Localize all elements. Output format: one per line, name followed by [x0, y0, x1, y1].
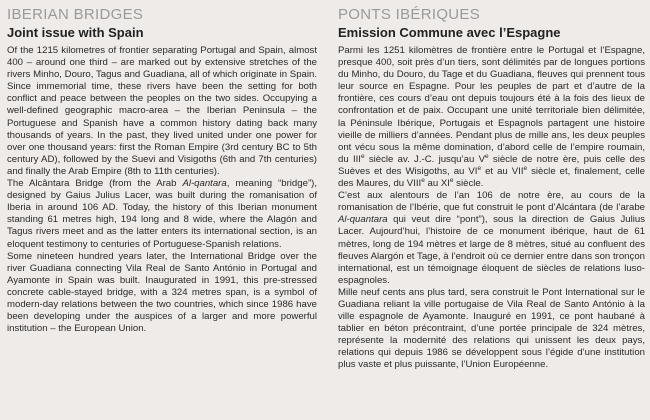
french-paragraph-2	[338, 190, 645, 287]
french-column	[338, 6, 645, 372]
fr-p1-d: et au VII	[481, 165, 524, 177]
fr-p1-sup2: e	[485, 152, 489, 160]
english-kicker: IBERIAN BRIDGES	[7, 6, 144, 23]
english-paragraph-3: Some nineteen hundred years later, the International Bridge over the river Guadiana connecting Vila Real de Santo António in Portugal and Ayamonte in Spain was built. Inaugurated in 1991, this pre-stressed concrete cable-stayed bridge, with a 324 metres span, is a symbol of modern-day relations between the two countries, which since 1986 have been developing under the auspices of a larger and more powerful institution – the European Union.	[7, 250, 317, 335]
english-paragraph-2	[7, 178, 317, 251]
english-paragraph-2-end: , meaning “bridge”), designed by Gaius Julius Lacer, was built during the romanisation of Iberia in around 106 AD. Today, the history of this Iberian monument standing 61 metres high, 194 long and 8 wide, where the Alagón and Tagus rivers meet and as the latter enters its international section, is an eloquent testimony to centuries of Portuguese-Spanish relations.	[7, 178, 317, 250]
fr-p1-a: Parmi les 1251 kilomètres de frontière entre le Portugal et l’Espagne, presque 400, soit près d’un tiers, sont délimités par de longues portions du Minho, du Douro, du Tage et du Guadiana, fleuves qui prennent tous leur source en Espagne. Pour les peuples de part et d’autre de la frontière, ces cours d’eau ont depuis toujours été à la fois des lieux de confrontation et de paix. Occupant une unité territoriale bien délimitée, la Péninsule Ibérique, Portugais et Espagnols partagent une histoire vieille de milliers d’années. Pendant plus de mille ans, les deux peuples ont vécu sous la même domination, d’abord celle de l’empire roumain, du III	[338, 45, 645, 165]
english-paragraph-1: Of the 1215 kilometres of frontier separating Portugal and Spain, almost 400 – around one third – are marked out by extensive stretches of the rivers Minho, Douro, Tagus and Guadiana, all of which originate in Spain. Since immemorial time, these rivers have been the setting for both conflict and peace between the peoples on the two sides. Occupying a well-defined geographic macro-area – the Iberian Peninsula – the Portuguese and Spanish have a common history dating back many thousands of years. In the past, they lived united under one power for over one thousand years: first the Roman Empire (3rd century BC to 5th century AD), followed by the Suevi and Visigoths (6th and 7th centuries) and finally the Arab Empire (8th to 11th centuries).	[7, 45, 317, 177]
french-paragraph-1	[338, 45, 645, 190]
fr-p1-sup1: e	[360, 152, 365, 160]
english-paragraph-2-start: The Alcântara Bridge (from the Arab	[7, 178, 183, 190]
fr-p2-start: C’est aux alentours de l’an 106 de notre ère, au cours de la romanisation de l’Ibérie, que fut construit le pont d’Alcántara (de l’arabe	[338, 190, 645, 214]
fr-p1-g: siècle.	[453, 178, 484, 190]
french-title: Emission Commune avec l’Espagne	[338, 25, 561, 40]
fr-p2-end: qui veut dire “pont”), sous la direction de Gaius Julius Lacer. Aujourd’hui, l’histoire de ce monument ibérique, haut de 61 mètres, long de 194 mètres et large de 8 mètres, situé au confluent des fleuves Alargón et Tage, à l’endroit où ce dernier entre dans son tronçon international, est un témoignage éloquent de siècles de relations luso-espagnoles.	[338, 214, 645, 286]
fr-p1-sup3: e	[477, 164, 482, 172]
fr-p1-sup5: e	[421, 176, 425, 184]
fr-p1-b: siècle av. J.-C. jusqu’au V	[364, 153, 485, 165]
french-paragraph-3: Mille neuf cents ans plus tard, sera construit le Pont International sur le Guadiana reliant la ville portugaise de Vila Real de Santo António à la ville espagnole de Ayamonte. Inauguré en 1991, ce pont haubané à tablier en béton précontraint, d’une portée principale de 324 mètres, représente la modernité des relations qui unissent les deux pays, relations qui depuis 1986 se développent sous l’égide d’une institution plus vaste et plus puissante, l’Union Européenne.	[338, 286, 645, 371]
english-column	[7, 6, 317, 335]
english-title: Joint issue with Spain	[7, 25, 144, 40]
english-paragraph-2-italic: Al-qantara	[182, 178, 227, 190]
fr-p1-e: siècle et, finalement, celle des Maures, du VIII	[338, 165, 645, 190]
fr-p1-sup6: e	[449, 176, 454, 184]
fr-p1-c: siècle de notre ère, puis celle des Suèves et des Wisigoths, au VI	[338, 153, 645, 177]
fr-p2-italic: Al-quantara	[338, 214, 388, 226]
french-kicker: PONTS IBÉRIQUES	[338, 6, 481, 23]
fr-p1-f: au XI	[424, 178, 450, 190]
fr-p1-sup4: e	[523, 164, 528, 172]
